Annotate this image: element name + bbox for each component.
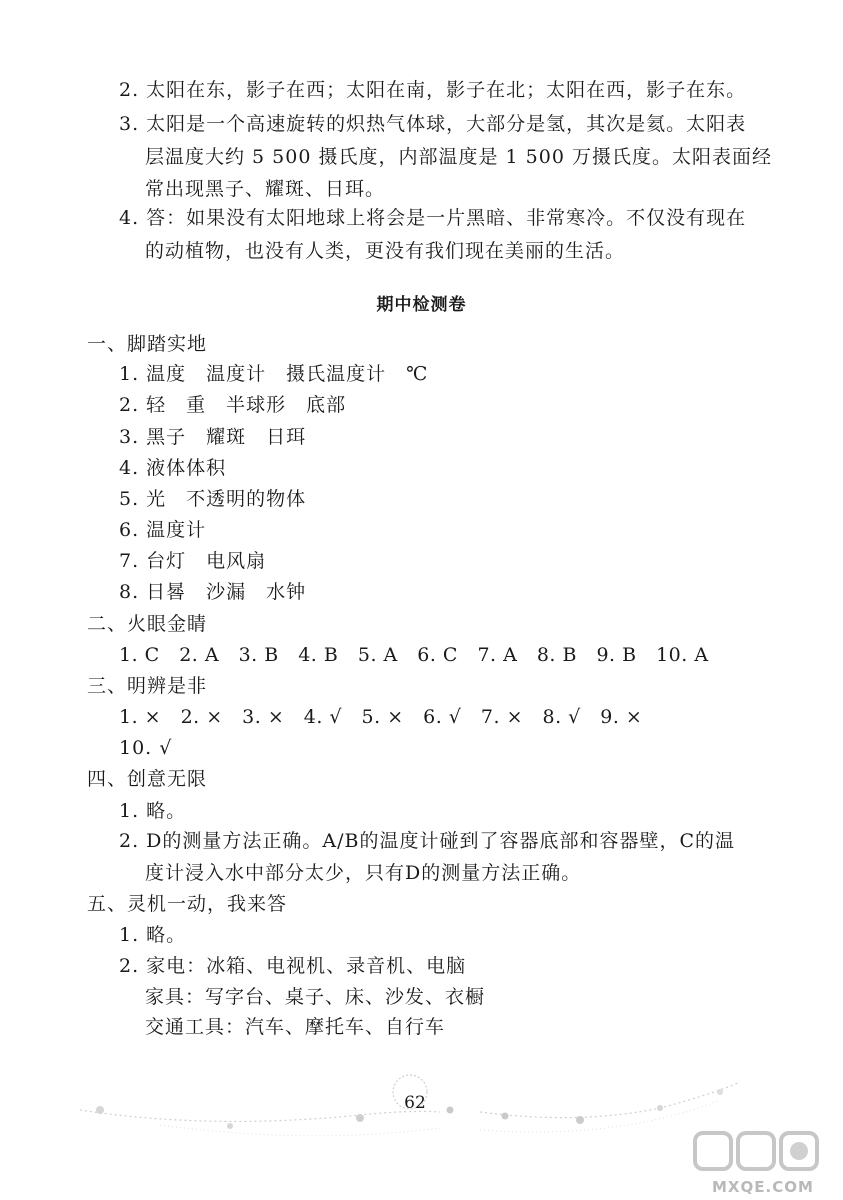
list-item: 4. 液体体积	[119, 457, 227, 479]
list-item: 5. 光 不透明的物体	[119, 488, 307, 510]
answer-line: 的动植物，也没有人类，更没有我们现在美丽的生活。	[145, 240, 626, 262]
list-item: 1. 略。	[119, 924, 187, 946]
list-item: 2. 家电：冰箱、电视机、录音机、电脑	[119, 955, 467, 977]
answer-line: 2. 太阳在东，影子在西；太阳在南，影子在北；太阳在西，影子在东。	[119, 79, 747, 101]
list-item: 6. 温度计	[119, 519, 207, 541]
section-heading: 二、火眼金睛	[87, 613, 208, 635]
list-item: 家具：写字台、桌子、床、沙发、衣橱	[145, 986, 486, 1008]
list-item: 交通工具：汽车、摩托车、自行车	[145, 1016, 446, 1038]
multiple-choice-answers: 1. C 2. A 3. B 4. B 5. A 6. C 7. A 8. B 9. B 10. A	[119, 644, 709, 666]
true-false-answers: 1. × 2. × 3. × 4. √ 5. × 6. √ 7. × 8. √ 9. ×	[119, 706, 643, 728]
answer-line: 4. 答：如果没有太阳地球上将会是一片黑暗、非常寒冷。不仅没有现在	[119, 207, 747, 229]
section-heading: 三、明辨是非	[87, 675, 208, 697]
watermark-text: MXQE.COM	[712, 1178, 814, 1196]
true-false-answers: 10. √	[119, 737, 173, 759]
list-item: 7. 台灯 电风扇	[119, 550, 267, 572]
section-heading: 一、脚踏实地	[87, 333, 208, 355]
section-heading: 五、灵机一动，我来答	[87, 893, 288, 915]
section-heading: 四、创意无限	[87, 768, 208, 790]
list-item: 1. 温度 温度计 摄氏温度计 ℃	[119, 363, 429, 385]
answer-line: 3. 太阳是一个高速旋转的炽热气体球，大部分是氢，其次是氦。太阳表	[119, 113, 747, 135]
page-number: 62	[404, 1093, 426, 1113]
list-item: 2. 轻 重 半球形 底部	[119, 394, 347, 416]
list-item: 度计浸入水中部分太少，只有D的测量方法正确。	[145, 862, 582, 884]
answer-line: 常出现黑子、耀斑、日珥。	[145, 178, 386, 200]
answer-line: 层温度大约 5 500 摄氏度，内部温度是 1 500 万摄氏度。太阳表面经	[145, 146, 772, 168]
list-item: 1. 略。	[119, 800, 187, 822]
list-item: 8. 日晷 沙漏 水钟	[119, 581, 307, 603]
list-item: 2. D的测量方法正确。A/B的温度计碰到了容器底部和容器壁，C的温	[119, 830, 736, 852]
list-item: 3. 黑子 耀斑 日珥	[119, 426, 307, 448]
exam-title: 期中检测卷	[376, 295, 467, 315]
